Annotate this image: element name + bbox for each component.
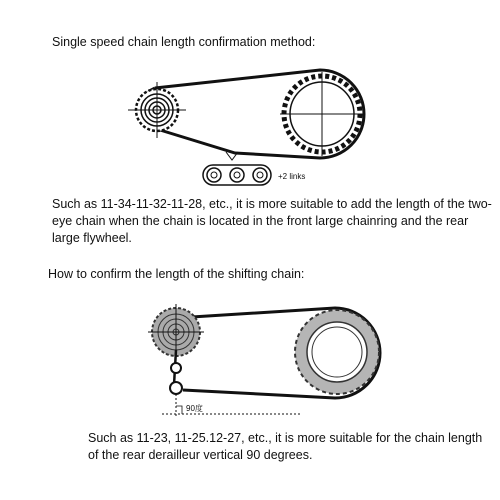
- section1-paragraph: Such as 11-34-11-32-11-28, etc., it is more suitable to add the length of the two-eye chain when the chain is located in the front large chainring and the rear large flywheel.: [52, 197, 492, 245]
- section2-title: How to confirm the length of the shifting chain:: [48, 267, 305, 281]
- rear-cog-left: [128, 82, 186, 138]
- links-label: +2 links: [278, 172, 306, 181]
- section2-paragraph: Such as 11-23, 11-25.12-27, etc., it is more suitable for the chain length of the rear derailleur vertical 90 degrees.: [88, 431, 483, 462]
- front-chainring: [295, 310, 379, 394]
- two-links-chain: [203, 165, 271, 185]
- section1-title: Single speed chain length confirmation method:: [52, 35, 316, 49]
- single-speed-chain-diagram: [0, 0, 500, 200]
- shifting-chain-diagram: [0, 290, 500, 430]
- angle-label: 90度: [186, 404, 203, 413]
